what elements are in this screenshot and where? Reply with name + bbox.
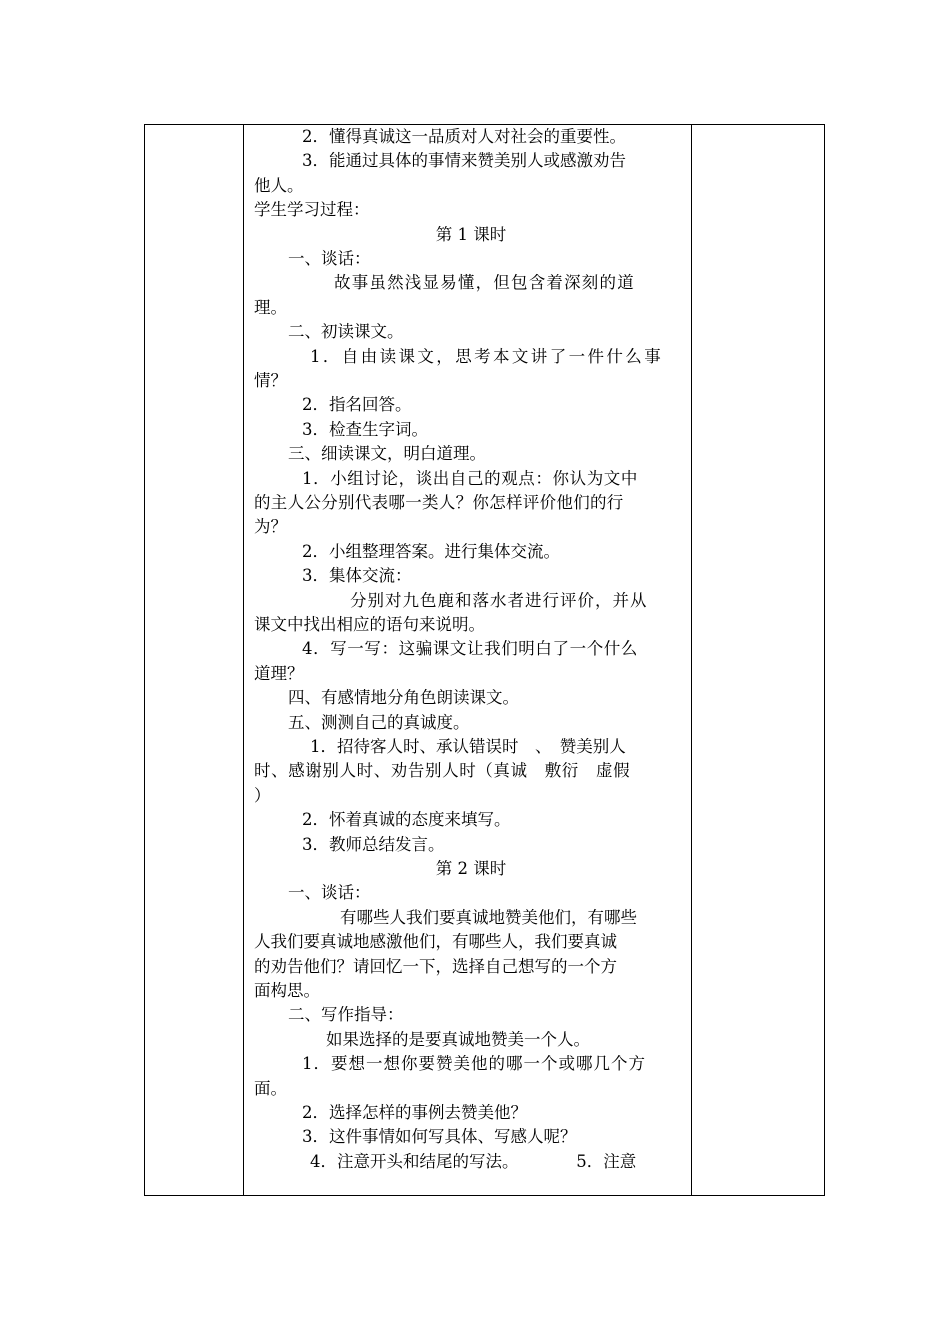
text-line: 道理？ <box>254 663 304 683</box>
text-line: 二、初读课文。 <box>288 322 404 342</box>
text-line: 理。 <box>254 297 287 317</box>
text-line: 情？ <box>254 371 287 390</box>
text-line: 一、谈话： <box>288 249 371 268</box>
text-line: 分别对九色鹿和落水者进行评价，并从 <box>350 590 648 610</box>
text-line: 3．集体交流： <box>302 566 412 586</box>
text-line: 1．要想一想你要赞美他的哪一个或哪几个方 <box>302 1054 646 1074</box>
text-line: 故事虽然浅显易懂，但包含着深刻的道 <box>334 273 635 293</box>
text-line: 有哪些人我们要真诚地赞美他们，有哪些 <box>340 907 637 927</box>
text-line: 的主人公分别代表哪一类人？你怎样评价他们的行 <box>254 493 624 512</box>
text-line: 4．写一写：这骗课文让我们明白了一个什么 <box>302 639 638 659</box>
text-line: 他人。 <box>254 175 304 195</box>
content-column-cell <box>244 125 692 1195</box>
text-line: 2．怀着真诚的态度来填写。 <box>302 810 511 830</box>
right-column-cell <box>691 125 824 1195</box>
left-column-cell <box>145 125 244 1195</box>
text-line: 3．教师总结发言。 <box>302 834 445 854</box>
text-line: 3．检查生字词。 <box>302 419 428 439</box>
text-line: 四、有感情地分角色朗读课文。 <box>288 688 519 708</box>
text-line: 1．招待客人时、承认错误时 、 赞美别人 <box>310 737 626 756</box>
text-line: 1．自由读课文，思考本文讲了一件什么事 <box>310 346 664 366</box>
text-line: 时、感谢别人时、劝告别人时（真诚 敷衍 虚假 <box>254 761 631 781</box>
text-line: 二、写作指导： <box>288 1005 404 1025</box>
text-line: ） <box>254 785 271 805</box>
text-line: 2．懂得真诚这一品质对人对社会的重要性。 <box>302 127 626 146</box>
lesson-table <box>144 124 825 1196</box>
text-line: 三、细读课文，明白道理。 <box>288 444 486 464</box>
text-line: 面构思。 <box>254 981 320 1000</box>
text-line: 一、谈话： <box>288 883 371 903</box>
text-line: 3．这件事情如何写具体、写感人呢？ <box>302 1127 577 1147</box>
text-line: 课文中找出相应的语句来说明。 <box>254 615 485 634</box>
text-line: 如果选择的是要真诚地赞美一个人。 <box>326 1029 590 1049</box>
text-line: 第 2 课时 <box>435 859 507 878</box>
text-line: 面。 <box>254 1078 287 1098</box>
text-line: 2．选择怎样的事例去赞美他？ <box>302 1103 527 1122</box>
text-line: 为？ <box>254 517 287 537</box>
text-line: 2．小组整理答案。进行集体交流。 <box>302 541 560 561</box>
text-line: 学生学习过程： <box>254 200 370 220</box>
text-line: 4．注意开头和结尾的写法。 5．注意 <box>310 1151 637 1171</box>
text-line: 2．指名回答。 <box>302 395 412 415</box>
text-line: 人我们要真诚地感激他们，有哪些人，我们要真诚 <box>254 932 617 952</box>
text-line: 1．小组讨论，谈出自己的观点：你认为文中 <box>302 468 638 488</box>
text-line: 第 1 课时 <box>435 224 507 244</box>
text-line: 五、测测自己的真诚度。 <box>288 712 470 732</box>
text-line: 的劝告他们？请回忆一下，选择自己想写的一个方 <box>254 956 617 976</box>
text-line: 3．能通过具体的事情来赞美别人或感激劝告 <box>302 151 626 171</box>
